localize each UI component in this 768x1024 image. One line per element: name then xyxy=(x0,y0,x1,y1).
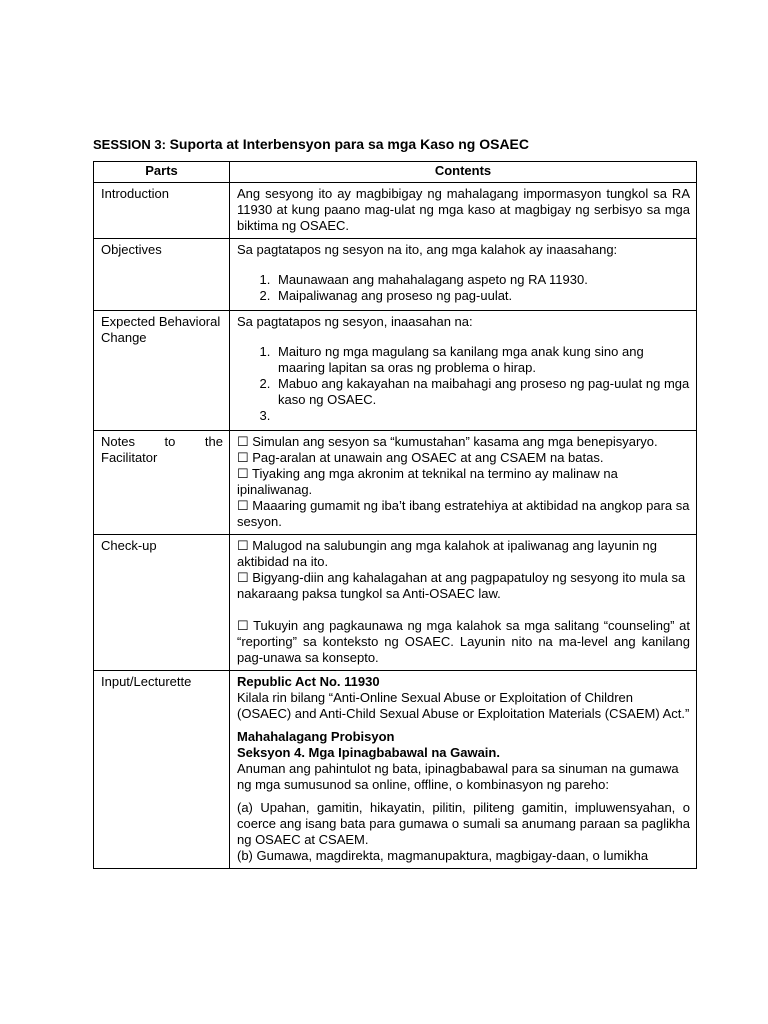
expected-item: 2. Mabuo ang kakayahan na maibahagi ang proseso ng pag-uulat ng mga kaso ng OSAEC. xyxy=(274,376,690,408)
objectives-list xyxy=(237,272,690,304)
objectives-intro: Sa pagtatapos ng sesyon na ito, ang mga kalahok ay inaasahang: xyxy=(237,242,618,257)
part-introduction: Introduction xyxy=(94,183,230,239)
part-notes xyxy=(94,431,230,535)
checkup-item: ☐ Malugod na salubungin ang mga kalahok at ipaliwanag ang layunin ng aktibidad na ito. xyxy=(237,538,658,569)
part-objectives: Objectives xyxy=(94,239,230,311)
part-notes-word: the xyxy=(204,434,223,449)
content-notes xyxy=(230,431,697,535)
expected-list xyxy=(237,344,690,424)
expected-item xyxy=(274,408,690,424)
part-expected: Expected Behavioral Change xyxy=(94,311,230,431)
content-checkup xyxy=(230,535,697,671)
table-row-expected xyxy=(94,311,697,431)
section-text: Anuman ang pahintulot ng bata, ipinagbabawal para sa sinuman na gumawa ng mga sumusunod sa online, offline, o kombinasyon ng pareho: xyxy=(237,761,679,792)
objective-item: 2. Maipaliwanag ang proseso ng pag-uulat. xyxy=(274,288,690,304)
part-notes-line1 xyxy=(101,434,223,450)
note-item: ☐ Tiyaking ang mga akronim at teknikal na termino ay malinaw na ipinaliwanag. xyxy=(237,466,618,497)
part-input: Input/Lecturette xyxy=(94,671,230,869)
content-objectives xyxy=(230,239,697,311)
section-heading: Seksyon 4. Mga Ipinagbabawal na Gawain. xyxy=(237,745,500,760)
note-item: ☐ Maaaring gumamit ng iba’t ibang estratehiya at aktibidad na angkop para sa sesyon. xyxy=(237,498,690,529)
part-notes-word: to xyxy=(164,434,176,449)
content-introduction: Ang sesyong ito ay magbibigay ng mahalagang impormasyon tungkol sa RA 11930 at kung paano mag-ulat ng mga kaso at magbigay ng serbisyo sa mga biktima ng OSAEC. xyxy=(230,183,697,239)
header-contents: Contents xyxy=(230,162,697,183)
table-header-row xyxy=(94,162,697,183)
part-notes-word: Notes xyxy=(101,434,135,449)
content-expected xyxy=(230,311,697,431)
session-title-text: Suporta at Interbensyon para sa mga Kaso ng OSAEC xyxy=(169,136,530,152)
session-label: SESSION 3: xyxy=(93,137,166,152)
part-checkup: Check-up xyxy=(94,535,230,671)
table-row-introduction xyxy=(94,183,697,239)
checkup-item: ☐ Bigyang-diin ang kahalagahan at ang pagpapatuloy ng sesyong ito mula sa nakaraang paksa tungkol sa Anti-OSAEC law. xyxy=(237,570,686,601)
section-item-a: (a) Upahan, gamitin, hikayatin, pilitin, piliteng gamitin, impluwensyahan, o coerce ang isang bata para gumawa o sumali sa anumang paraan sa paglikha ng OSAEC at CSAEM. xyxy=(237,800,690,847)
objective-item: 1. Maunawaan ang mahahalagang aspeto ng RA 11930. xyxy=(274,272,690,288)
session-title xyxy=(93,136,529,152)
checkup-item: ☐ Tukuyin ang pagkaunawa ng mga kalahok sa mga salitang “counseling” at “reporting” sa konteksto ng OSAEC. Layunin nito na ma-level ang kanilang pag-unawa sa konsepto. xyxy=(237,618,690,665)
table-row-notes xyxy=(94,431,697,535)
law-heading: Republic Act No. 11930 xyxy=(237,674,380,689)
expected-item: 1. Maituro ng mga magulang sa kanilang mga anak kung sino ang maaring lapitan sa oras ng problema o hirap. xyxy=(274,344,690,376)
table-row-objectives xyxy=(94,239,697,311)
expected-intro: Sa pagtatapos ng sesyon, inaasahan na: xyxy=(237,314,473,329)
section-item-b: (b) Gumawa, magdirekta, magmanupaktura, magbigay-daan, o lumikha xyxy=(237,848,649,863)
law-text: Kilala rin bilang “Anti-Online Sexual Abuse or Exploitation of Children (OSAEC) and Anti-Child Sexual Abuse or Exploitation Materials (CSAEM) Act.” xyxy=(237,690,690,721)
note-item: ☐ Simulan ang sesyon sa “kumustahan” kasama ang mga benepisyaryo. xyxy=(237,434,658,449)
session-table xyxy=(93,161,697,869)
table-row-checkup xyxy=(94,535,697,671)
header-parts: Parts xyxy=(94,162,230,183)
provisions-heading: Mahahalagang Probisyon xyxy=(237,729,395,744)
note-item: ☐ Pag-aralan at unawain ang OSAEC at ang CSAEM na batas. xyxy=(237,450,604,465)
table-row-input xyxy=(94,671,697,869)
part-notes-line2: Facilitator xyxy=(101,450,158,465)
content-input xyxy=(230,671,697,869)
